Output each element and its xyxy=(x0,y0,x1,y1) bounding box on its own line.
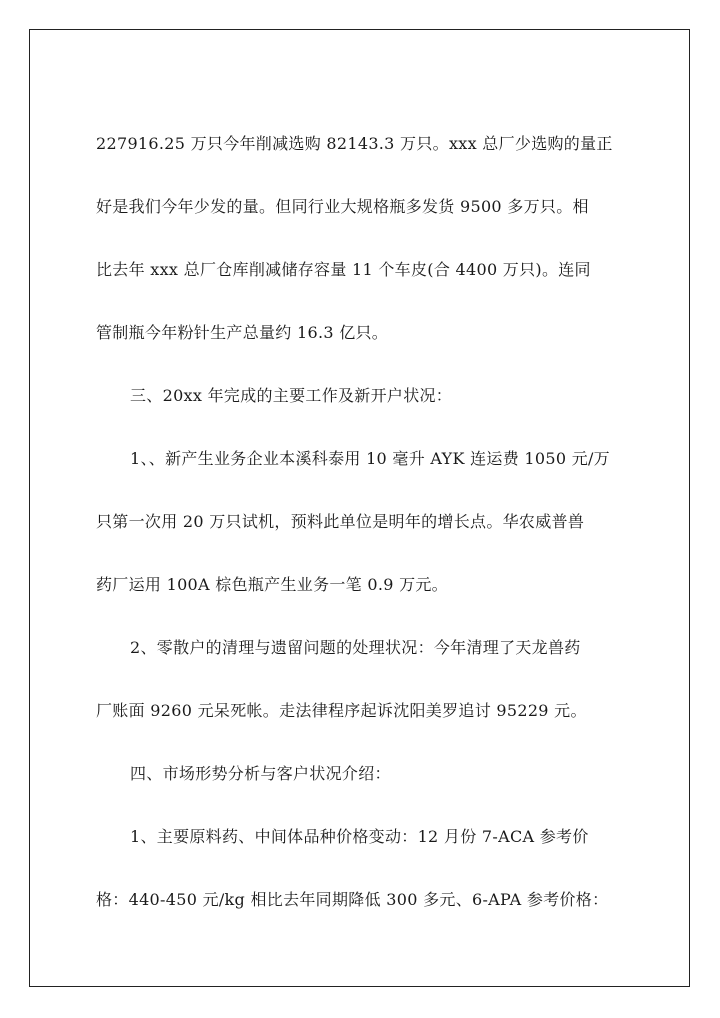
paragraph-line: 药厂运用 100A 棕色瓶产生业务一笔 0.9 万元。 xyxy=(96,575,448,594)
section-heading: 四、市场形势分析与客户状况介绍： xyxy=(130,764,391,783)
paragraph-line: 管制瓶今年粉针生产总量约 16.3 亿只。 xyxy=(96,323,389,342)
paragraph-line: 好是我们今年少发的量。但同行业大规格瓶多发货 9500 多万只。相 xyxy=(96,197,589,216)
paragraph-line: 1、、新产生业务企业本溪科泰用 10 毫升 AYK 连运费 1050 元/万 xyxy=(130,449,610,468)
paragraph-line: 厂账面 9260 元呆死帐。走法律程序起诉沈阳美罗追讨 95229 元。 xyxy=(96,701,587,720)
paragraph-line: 1、主要原料药、中间体品种价格变动：12 月份 7-ACA 参考价 xyxy=(130,827,589,846)
paragraph-line: 格：440-450 元/kg 相比去年同期降低 300 多元、6-APA 参考价格： xyxy=(96,890,609,909)
section-heading: 三、20xx 年完成的主要工作及新开户状况： xyxy=(130,386,453,405)
paragraph-line: 只第一次用 20 万只试机，预料此单位是明年的增长点。华农威普兽 xyxy=(96,512,585,531)
paragraph-line: 比去年 xxx 总厂仓库削减储存容量 11 个车皮(合 4400 万只)。连同 xyxy=(96,260,591,279)
paragraph-line: 2、零散户的清理与遗留问题的处理状况：今年清理了天龙兽药 xyxy=(130,638,581,657)
paragraph-line: 227916.25 万只今年削减选购 82143.3 万只。xxx 总厂少选购的量正 xyxy=(96,134,613,153)
